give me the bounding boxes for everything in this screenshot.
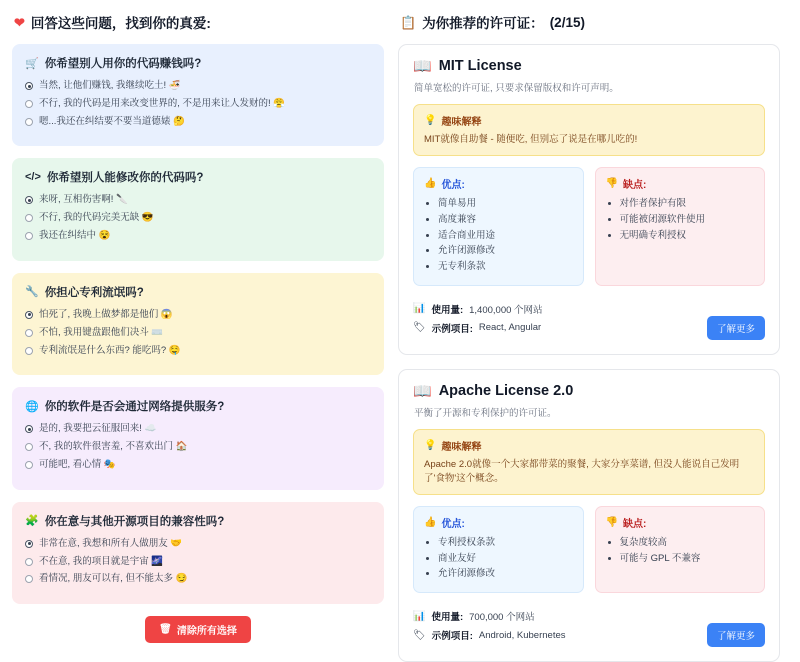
question-title-row (25, 169, 371, 185)
usage-value: 1,400,000 个网站 (469, 304, 543, 316)
list-item: • 对作者保护有限 (620, 196, 755, 212)
option-label: 不行, 我的代码是用来改变世界的, 不是用来让人发财的! 😤 (39, 97, 286, 109)
tag-icon: 🏷 (413, 629, 426, 641)
option-label: 来呀, 互相伤害啊! 🔪 (39, 194, 128, 206)
usage-row (413, 609, 707, 623)
fun-explanation-label: 趣味解释 (441, 117, 482, 128)
list-item: • 无明确专利授权 (620, 228, 755, 244)
question-card (12, 502, 384, 604)
radio-button[interactable] (25, 540, 33, 548)
pros-header (424, 176, 573, 191)
option-label: 非常在意, 我想和所有人做朋友 🤝 (39, 537, 183, 549)
option-label: 专利流氓是什么东西? 能吃吗? 🤤 (39, 344, 181, 356)
radio-button[interactable] (25, 425, 33, 433)
question-title: 你的软件是否会通过网络提供服务? (44, 401, 225, 414)
tag-icon: 🏷 (413, 322, 426, 334)
cons-list (606, 196, 755, 243)
option-label: 不怕, 我用键盘跟他们决斗 ⌨️ (39, 326, 164, 338)
question-title: 你担心专利流氓吗? (44, 286, 144, 299)
cons-header (606, 176, 755, 191)
option-row[interactable] (25, 230, 371, 243)
question-card (12, 44, 384, 146)
recommendations-count: (2/15) (549, 14, 585, 30)
option-row[interactable] (25, 345, 371, 358)
usage-label: 使用量: (431, 612, 464, 624)
fun-explanation-text: MIT就像自助餐 - 随便吃, 但别忘了说是在哪儿吃的! (424, 134, 638, 145)
radio-button[interactable] (25, 214, 33, 222)
usage-value: 700,000 个网站 (469, 612, 535, 624)
questionnaire-header (14, 12, 384, 32)
questionnaire-panel (12, 8, 384, 638)
usage-row (413, 302, 707, 316)
examples-label: 示例项目: (431, 323, 473, 335)
option-row[interactable] (25, 538, 371, 551)
fun-explanation-text: Apache 2.0就像一个大家都带菜的聚餐, 大家分享菜谱, 但没人能说自己发明了'食物'这个概念。 (424, 458, 740, 484)
question-title-row (25, 513, 371, 529)
license-card (398, 44, 780, 355)
recommendations-header (400, 12, 780, 32)
pros-list (424, 535, 573, 582)
option-row[interactable] (25, 573, 371, 586)
chart-icon: 📊 (413, 303, 426, 315)
questionnaire-title: 回答这些问题，找到你的真爱: (30, 16, 211, 31)
radio-button[interactable] (25, 575, 33, 583)
list-item: • 高度兼容 (438, 212, 573, 228)
clear-selections-button[interactable] (145, 616, 251, 643)
question-card (12, 158, 384, 260)
license-meta (413, 297, 707, 340)
examples-value: Android, Kubernetes (478, 629, 566, 641)
option-label: 是的, 我要把云征服回来! ☁️ (39, 423, 157, 435)
recommendations-title: 为你推荐的许可证： (422, 16, 544, 31)
thumbs-up-icon: 👍 (424, 178, 437, 190)
license-name: MIT License (438, 58, 522, 74)
code-icon: </> (25, 171, 41, 184)
license-header (413, 57, 765, 75)
pros-label: 优点: (441, 519, 465, 531)
radio-button[interactable] (25, 82, 33, 90)
radio-button[interactable] (25, 347, 33, 355)
option-row[interactable] (25, 80, 371, 93)
globe-icon: 🌐 (25, 400, 39, 413)
cons-label: 缺点: (622, 180, 647, 192)
recommendations-panel (398, 8, 780, 643)
question-title: 你在意与其他开源项目的兼容性吗? (44, 515, 225, 528)
license-name: Apache License 2.0 (438, 382, 574, 399)
book-icon: 📖 (413, 382, 432, 400)
option-label: 不行, 我的代码完美无缺 😎 (39, 212, 154, 224)
thumbs-down-icon: 👎 (605, 178, 618, 190)
list-item: • 可能被闭源软件使用 (620, 212, 755, 228)
radio-button[interactable] (25, 461, 33, 469)
puzzle-icon: 🧩 (25, 515, 39, 528)
lightbulb-icon: 💡 (424, 439, 437, 451)
radio-button[interactable] (25, 196, 33, 204)
book-icon: 📖 (413, 58, 432, 75)
option-label: 我还在纠结中 😵 (39, 230, 111, 242)
usage-label: 使用量: (431, 304, 464, 316)
clear-button-wrapper (12, 616, 384, 643)
list-item: • 允许闭源修改 (438, 566, 573, 582)
radio-button[interactable] (25, 558, 33, 566)
option-label: 可能吧, 看心情 🎭 (39, 458, 116, 470)
radio-button[interactable] (25, 311, 33, 319)
pros-box (413, 506, 584, 593)
option-label: 嗯...我还在纠结要不要当道德婊 🤔 (39, 115, 185, 127)
learn-more-button[interactable]: 了解更多 (707, 316, 765, 340)
list-item: • 允许闭源修改 (438, 243, 573, 259)
wrench-icon: 🔧 (25, 286, 39, 299)
option-row[interactable] (25, 556, 371, 569)
cons-box (595, 506, 766, 593)
radio-button[interactable] (25, 100, 33, 108)
trash-icon: 🗑 (159, 624, 172, 636)
list-item: • 适合商业用途 (438, 228, 573, 244)
option-row[interactable] (25, 309, 371, 322)
license-meta (413, 604, 707, 647)
shopping-cart-icon: 🛒 (25, 57, 39, 70)
license-subtitle: 简单宽松的许可证, 只要求保留版权和许可声明。 (414, 83, 619, 94)
list-item: • 简单易用 (438, 196, 573, 212)
radio-button[interactable] (25, 443, 33, 451)
license-footer (413, 593, 765, 647)
license-card (398, 369, 780, 662)
license-subtitle: 平衡了开源和专利保护的许可证。 (414, 407, 557, 419)
option-row[interactable] (25, 194, 371, 207)
cons-box (595, 167, 766, 285)
examples-label: 示例项目: (431, 631, 473, 643)
option-row[interactable] (25, 212, 371, 225)
option-label: 不, 我的软件很害羞, 不喜欢出门 🏠 (39, 441, 188, 453)
fun-explanation-label: 趣味解释 (441, 441, 482, 453)
option-row[interactable] (25, 116, 371, 129)
option-label: 看情况, 朋友可以有, 但不能太多 😏 (39, 573, 188, 585)
pros-box (413, 167, 584, 285)
radio-button[interactable] (25, 232, 33, 240)
learn-more-button[interactable]: 了解更多 (707, 623, 765, 647)
list-item: • 可能与 GPL 不兼容 (620, 551, 755, 567)
examples-value: React, Angular (478, 322, 542, 334)
list-item: • 无专利条款 (438, 259, 573, 275)
option-row[interactable] (25, 327, 371, 340)
pros-header (424, 515, 573, 530)
option-row[interactable] (25, 441, 371, 454)
option-row[interactable] (25, 423, 371, 436)
thumbs-down-icon: 👎 (605, 517, 618, 529)
license-footer (413, 286, 765, 340)
chart-icon: 📊 (413, 610, 426, 622)
examples-row (413, 321, 707, 335)
option-label: 不在意, 我的项目就是宇宙 🌌 (39, 555, 164, 567)
cons-label: 缺点: (622, 519, 647, 531)
question-title: 你希望别人能修改你的代码吗? (46, 172, 204, 185)
question-title-row (25, 398, 371, 414)
question-title: 你希望别人用你的代码赚钱吗? (44, 58, 202, 70)
question-title-row (25, 55, 371, 71)
clear-button-label: 清除所有选择 (176, 626, 237, 638)
pros-list (424, 196, 573, 274)
question-card (12, 273, 384, 375)
pros-label: 优点: (441, 180, 465, 192)
cons-list (606, 535, 755, 566)
fun-explanation-header (424, 438, 754, 453)
pros-cons-row (413, 506, 765, 593)
fun-explanation-box (413, 429, 765, 496)
thumbs-up-icon: 👍 (424, 517, 437, 529)
fun-explanation-header (424, 113, 754, 128)
list-item: • 商业友好 (438, 551, 573, 567)
fun-explanation-box (413, 104, 765, 156)
radio-button[interactable] (25, 329, 33, 337)
list-item: • 复杂度较高 (620, 535, 755, 551)
option-label: 怕死了, 我晚上做梦都是他们 😱 (39, 308, 173, 320)
lightbulb-icon: 💡 (424, 115, 437, 126)
question-card (12, 387, 384, 489)
option-row[interactable] (25, 98, 371, 111)
option-row[interactable] (25, 459, 371, 472)
radio-button[interactable] (25, 118, 33, 126)
heart-icon: ❤ (14, 14, 25, 30)
license-header (413, 382, 765, 400)
clipboard-icon: 📋 (400, 14, 417, 30)
examples-row (413, 628, 707, 642)
option-label: 当然, 让他们赚钱, 我继续吃土! 🍜 (39, 80, 181, 91)
list-item: • 专利授权条款 (438, 535, 573, 551)
cons-header (606, 515, 755, 530)
pros-cons-row (413, 167, 765, 285)
question-title-row (25, 284, 371, 300)
